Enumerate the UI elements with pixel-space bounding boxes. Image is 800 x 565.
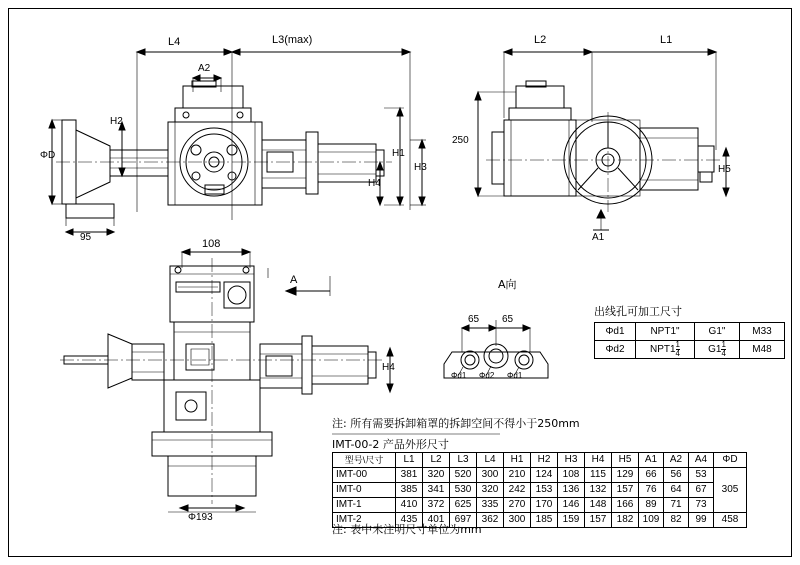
cell: 148: [585, 498, 612, 513]
cell: 129: [612, 468, 639, 483]
table-row: [333, 483, 747, 498]
dim-label-A1: A1: [592, 232, 605, 243]
cell: 170: [531, 498, 558, 513]
cell: 381: [396, 468, 423, 483]
cell: 71: [664, 498, 689, 513]
cell: 53: [689, 468, 714, 483]
detail-label-phid2: Φd2: [479, 371, 495, 380]
cell: 320: [477, 483, 504, 498]
cell: 66: [639, 468, 664, 483]
cell: 697: [450, 513, 477, 528]
cell: 362: [477, 513, 504, 528]
cell: 157: [585, 513, 612, 528]
cell: 153: [531, 483, 558, 498]
cell: 157: [612, 483, 639, 498]
dimension-table: [332, 452, 747, 528]
cell: 136: [558, 483, 585, 498]
dim-label-H5: H5: [718, 164, 731, 175]
table-row: [333, 468, 747, 483]
cell: 56: [664, 468, 689, 483]
table-row: [595, 341, 785, 359]
cell: 115: [585, 468, 612, 483]
dim-label-phi193: Φ193: [188, 512, 213, 523]
row-model-1: IMT-0: [333, 483, 396, 498]
cell: 124: [531, 468, 558, 483]
row-model-0: IMT-00: [333, 468, 396, 483]
table-header-row: [333, 453, 747, 468]
hole-sym-1: Φd1: [595, 323, 636, 341]
cell: 82: [664, 513, 689, 528]
cell: 73: [689, 498, 714, 513]
cell: 132: [585, 483, 612, 498]
col-H2: H2: [531, 453, 558, 468]
col-H1: H1: [504, 453, 531, 468]
col-L2: L2: [423, 453, 450, 468]
cell: 410: [396, 498, 423, 513]
cell: 242: [504, 483, 531, 498]
hole-table: [594, 322, 785, 359]
detail-dim-65-right: 65: [502, 314, 514, 325]
dim-label-95: 95: [80, 232, 92, 243]
cell: 320: [423, 468, 450, 483]
dim-label-108: 108: [202, 238, 221, 250]
note-1: 注: 所有需要拆卸箱罩的拆卸空间不得小于250mm: [332, 417, 580, 430]
cell: 385: [396, 483, 423, 498]
cell: 89: [639, 498, 664, 513]
cell: 108: [558, 468, 585, 483]
dim-label-H3: H3: [414, 162, 427, 173]
hole-table-title: 出线孔可加工尺寸: [594, 305, 682, 318]
hole-npt-2: NPT1 $\frac{1}{4}$: [636, 341, 695, 359]
col-L1: L1: [396, 453, 423, 468]
cell: 435: [396, 513, 423, 528]
table-row: [333, 498, 747, 513]
dim-label-H4: H4: [368, 178, 381, 189]
dim-label-L3: L3(max): [272, 34, 313, 46]
col-H3: H3: [558, 453, 585, 468]
col-A1: A1: [639, 453, 664, 468]
cell: 300: [504, 513, 531, 528]
cell: 300: [477, 468, 504, 483]
cell: 210: [504, 468, 531, 483]
cell: 270: [504, 498, 531, 513]
dim-label-L4: L4: [168, 36, 181, 48]
cell: 335: [477, 498, 504, 513]
dim-label-H1: H1: [392, 148, 405, 159]
note-3: 注: 表中未注明尺寸单位为mm: [332, 523, 482, 536]
row-model-3: IMT-2: [333, 513, 396, 528]
view-arrow-label-A: A: [290, 274, 298, 286]
cell-phiD-merged-2: 458: [714, 513, 747, 528]
cell-phiD-merged-1: 305: [714, 468, 747, 513]
cell: 185: [531, 513, 558, 528]
col-L4: L4: [477, 453, 504, 468]
cell: 401: [423, 513, 450, 528]
hole-npt-1: NPT1": [636, 323, 695, 341]
table-row: [333, 513, 747, 528]
cell: 166: [612, 498, 639, 513]
cell: 99: [689, 513, 714, 528]
cell: 67: [689, 483, 714, 498]
detail-view-label: A向: [498, 278, 517, 291]
hole-g-1: G1": [695, 323, 740, 341]
cell: 625: [450, 498, 477, 513]
dim-label-L1: L1: [660, 34, 673, 46]
hole-sym-2: Φd2: [595, 341, 636, 359]
row-model-2: IMT-1: [333, 498, 396, 513]
dim-label-L2: L2: [534, 34, 547, 46]
cell: 530: [450, 483, 477, 498]
dim-label-phiD-left: ΦD: [40, 150, 56, 161]
dim-label-250: 250: [452, 135, 469, 146]
col-phiD: ΦD: [714, 453, 747, 468]
hole-g-2: G1 $\frac{1}{4}$: [695, 341, 740, 359]
cell: 159: [558, 513, 585, 528]
note-2: IMT-00-2 产品外形尺寸: [332, 438, 449, 451]
cell: 109: [639, 513, 664, 528]
table-row: [595, 323, 785, 341]
cell: 341: [423, 483, 450, 498]
detail-label-phid1-b: Φd1: [507, 371, 523, 380]
col-A4: A4: [689, 453, 714, 468]
cell: 76: [639, 483, 664, 498]
cell: 520: [450, 468, 477, 483]
cell: 182: [612, 513, 639, 528]
dim-label-H4-bottom: H4: [382, 362, 395, 373]
col-L3: L3: [450, 453, 477, 468]
dim-label-H2: H2: [110, 116, 123, 127]
hole-m-1: M33: [740, 323, 785, 341]
cell: 146: [558, 498, 585, 513]
col-H4: H4: [585, 453, 612, 468]
hole-m-2: M48: [740, 341, 785, 359]
cell: 372: [423, 498, 450, 513]
col-H5: H5: [612, 453, 639, 468]
detail-dim-65-left: 65: [468, 314, 480, 325]
detail-label-phid1: Φd1: [451, 371, 467, 380]
table-corner-label: 型号\尺寸: [333, 453, 396, 468]
dim-label-A2: A2: [198, 63, 211, 74]
cell: 64: [664, 483, 689, 498]
col-A2: A2: [664, 453, 689, 468]
